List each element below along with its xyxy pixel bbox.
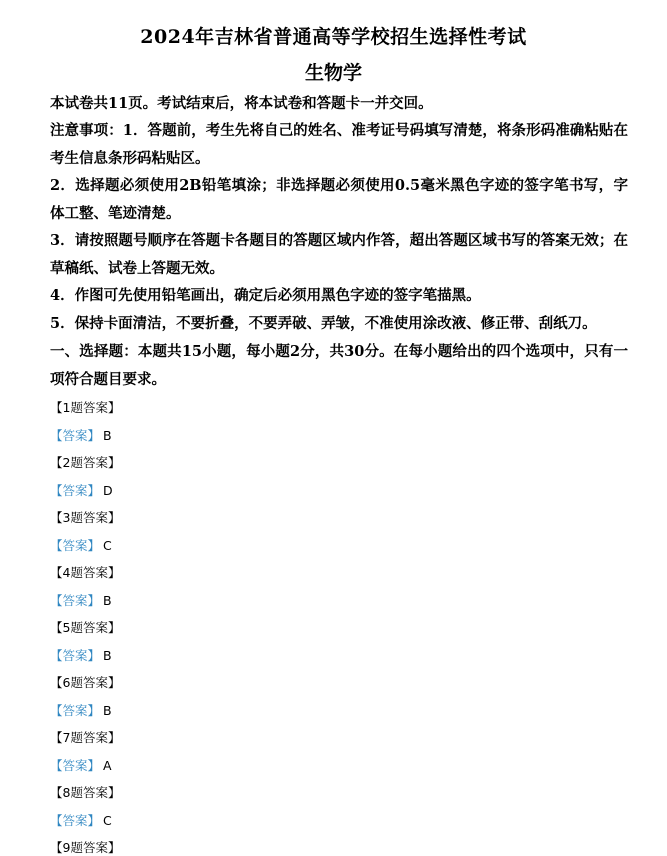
question-label: 【1题答案】 [50,400,121,415]
answer-label: 【答案】 [50,428,101,443]
answer-value: A [103,758,112,773]
question-label: 【9题答案】 [50,840,121,855]
answer-label: 【答案】 [50,703,101,718]
answer-value: B [103,593,112,608]
answer-label: 【答案】 [50,593,101,608]
question-label: 【5题答案】 [50,620,121,635]
answer-value: D [103,483,113,498]
question-label: 【4题答案】 [50,565,121,580]
exam-subject: 生物学 [304,62,362,84]
question-label: 【7题答案】 [50,730,121,745]
note-4: 4．作图可先使用铅笔画出，确定后必须用黑色字迹的签字笔描黑。 [50,287,481,304]
note-1: 注意事项：1．答题前，考生先将自己的姓名、准考证号码填写清楚，将条形码准确粘贴在考生信息条形码粘贴区。 [50,122,628,167]
note-2: 2．选择题必须使用2B铅笔填涂；非选择题必须使用0.5毫米黑色字迹的签字笔书写，字体工整、笔迹清楚。 [50,177,628,222]
answer-label: 【答案】 [50,758,101,773]
answer-label: 【答案】 [50,483,101,498]
note-5: 5．保持卡面清洁，不要折叠，不要弄破、弄皱，不准使用涂改液、修正带、刮纸刀。 [50,315,597,332]
question-label: 【3题答案】 [50,510,121,525]
answer-value: C [103,813,112,828]
answer-row [50,591,112,609]
intro-text: 本试卷共11页。考试结束后，将本试卷和答题卡一并交回。 [50,95,433,112]
answer-label: 【答案】 [50,813,101,828]
answer-label: 【答案】 [50,648,101,663]
answer-row [50,536,112,554]
exam-title: 2024年吉林省普通高等学校招生选择性考试 [140,26,527,48]
note-3: 3．请按照题号顺序在答题卡各题目的答题区域内作答，超出答题区域书写的答案无效；在草稿纸、试卷上答题无效。 [50,232,628,277]
answer-value: B [103,703,112,718]
answer-row [50,756,112,774]
answer-row [50,481,113,499]
section-heading: 一、选择题：本题共15小题，每小题2分，共30分。在每小题给出的四个选项中，只有一项符合题目要求。 [50,343,628,388]
question-label: 【2题答案】 [50,455,121,470]
question-label: 【6题答案】 [50,675,121,690]
answer-row [50,701,112,719]
question-label: 【8题答案】 [50,785,121,800]
answer-row [50,646,112,664]
answer-row [50,426,112,444]
answer-label: 【答案】 [50,538,101,553]
answer-row [50,811,112,829]
answer-value: B [103,428,112,443]
answer-value: B [103,648,112,663]
answer-value: C [103,538,112,553]
